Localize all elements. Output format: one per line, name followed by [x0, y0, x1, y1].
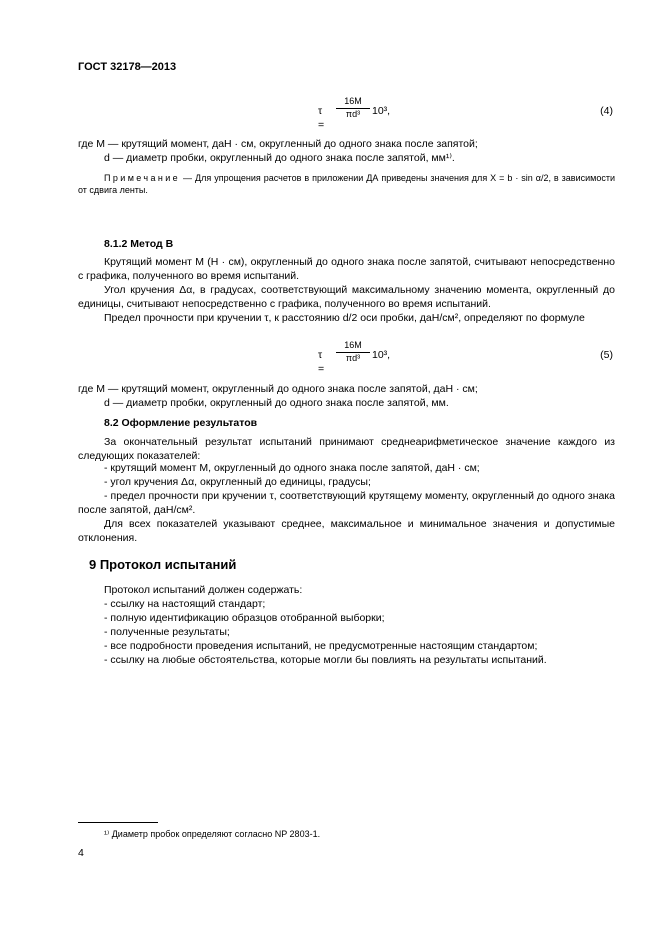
section-8-2-item-2: - угол кручения Δα, округленный до единицы, градусы; [104, 476, 371, 488]
page-number: 4 [78, 847, 84, 859]
note-label: Примечание [104, 173, 181, 183]
formula-5-denominator: πd³ [345, 353, 361, 363]
formula-4-denominator: πd³ [345, 109, 361, 119]
section-8-1-2-p3: Предел прочности при кручении τ, к расстоянию d/2 оси пробки, даН/см², определяют по формуле [104, 312, 585, 324]
section-9-item-2: - полную идентификацию образцов отобранной выборки; [104, 612, 385, 624]
formula-5-fraction [336, 340, 370, 364]
formula-4-fraction [336, 96, 370, 120]
formula-5-numerator: 16M [336, 340, 370, 353]
section-8-2-p1: За окончательный результат испытаний принимают среднеарифметическое значение каждого из следующих показателей: [78, 436, 615, 462]
formula-4-multiplier: 10³, [372, 105, 391, 117]
section-9-item-4: - все подробности проведения испытаний, не предусмотренные настоящим стандартом; [104, 640, 538, 652]
section-9-intro: Протокол испытаний должен содержать: [104, 584, 303, 596]
where-5-m: где M — крутящий момент, округленный до одного знака после запятой, даН · см; [78, 383, 478, 395]
note-text: — Для упрощения расчетов в приложении ДА приведены значения для X = b · sin α/2, в зависимости от сдвига ленты. [78, 173, 615, 195]
note-block [78, 172, 615, 196]
section-8-2-item-3: - предел прочности при кручении τ, соответствующий крутящему моменту, округленный до одного знака после запятой, даН/см². [78, 490, 615, 516]
section-9-item-1: - ссылку на настоящий стандарт; [104, 598, 266, 610]
where-5-d: d — диаметр пробки, округленный до одного знака после запятой, мм. [104, 397, 449, 409]
where-4-d: d — диаметр пробки, округленный до одного знака после запятой, мм¹⁾. [104, 152, 455, 164]
section-9-item-3: - полученные результаты; [104, 626, 230, 638]
formula-5-lhs: τ = [318, 349, 325, 375]
section-8-2-p2: Для всех показателей указывают среднее, максимальное и минимальное значения и допустимые отклонения. [78, 518, 615, 544]
section-9-title: 9 Протокол испытаний [89, 557, 237, 572]
footnote: ¹⁾ Диаметр пробок определяют согласно NP 2803-1. [104, 829, 321, 839]
section-8-1-2-title: 8.1.2 Метод В [104, 238, 174, 250]
formula-4-lhs: τ = [318, 105, 325, 131]
formula-4-numerator: 16M [336, 96, 370, 109]
document-header: ГОСТ 32178—2013 [78, 61, 177, 73]
section-8-1-2-p1: Крутящий момент M (Н · см), округленный до одного знака после запятой, считывают непосредственно с графика, полученного во время испытаний. [78, 256, 615, 282]
formula-5-multiplier: 10³, [372, 349, 391, 361]
equation-number-5: (5) [600, 349, 613, 361]
section-8-1-2-p2: Угол кручения Δα, в градусах, соответствующий максимальному значению момента, округленный до единицы, считывают непосредственно с графика, полученного во время испытаний. [78, 284, 615, 310]
footnote-separator [78, 822, 158, 823]
where-4-m: где M — крутящий момент, даН · см, округленный до одного знака после запятой; [78, 138, 478, 150]
section-9-item-5: - ссылку на любые обстоятельства, которые могли бы повлиять на результаты испытаний. [104, 654, 547, 666]
section-8-2-item-1: - крутящий момент M, округленный до одного знака после запятой, даН · см; [104, 462, 480, 474]
equation-number-4: (4) [600, 105, 613, 117]
section-8-2-title: 8.2 Оформление результатов [104, 417, 258, 429]
